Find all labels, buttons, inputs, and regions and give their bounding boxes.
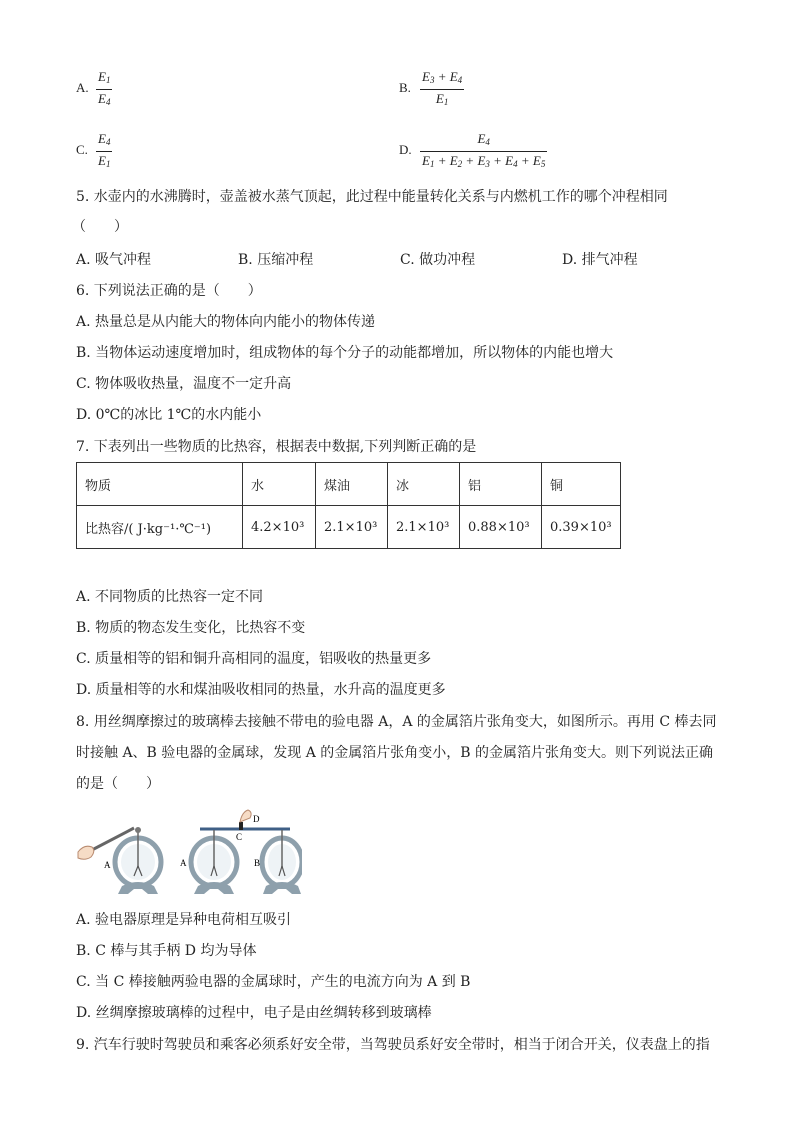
table-header-cell: 冰 <box>388 463 460 506</box>
denominator: $E_1$ <box>435 91 449 107</box>
table-header-cell: 铜 <box>542 463 621 506</box>
label-b: B <box>254 858 261 868</box>
numerator: $E_3 + E_4$ <box>422 69 463 85</box>
label-a1: A <box>104 860 111 870</box>
table-cell: 0.88×10³ <box>460 506 542 549</box>
specific-heat-table <box>76 462 621 549</box>
q8-option-c: C. 当 C 棒接触两验电器的金属球时，产生的电流方向为 A 到 B <box>76 974 471 990</box>
denominator: $E_1 + E_2 + E_3 + E_4 + E_5$ <box>422 153 546 169</box>
q8-stem-line-3: 的是（ ） <box>76 776 160 792</box>
q7-option-b: B. 物质的物态发生变化，比热容不变 <box>76 620 306 636</box>
table-cell: 2.1×10³ <box>388 506 460 549</box>
q8-stem-line-1: 8. 用丝绸摩擦过的玻璃棒去接触不带电的验电器 A，A 的金属箔片张角变大，如图所示。再用 C 棒去同 <box>76 714 717 730</box>
q7-option-d: D. 质量相等的水和煤油吸收相同的热量，水升高的温度更多 <box>76 682 446 698</box>
fraction <box>420 68 464 111</box>
denominator: $E_1$ <box>98 153 111 169</box>
q8-option-d: D. 丝绸摩擦玻璃棒的过程中，电子是由丝绸转移到玻璃棒 <box>76 1005 432 1021</box>
q8-option-a: A. 验电器原理是异种电荷相互吸引 <box>76 912 292 928</box>
table-row <box>77 463 621 506</box>
option-label: B. <box>399 80 411 95</box>
q5-paren: （ ） <box>72 219 128 235</box>
q7-option-c: C. 质量相等的铝和铜升高相同的温度，铝吸收的热量更多 <box>76 651 432 667</box>
option-label: D. <box>399 142 412 157</box>
table-cell: 0.39×10³ <box>542 506 621 549</box>
table-row <box>77 506 621 549</box>
q5-option-d: D. 排气冲程 <box>562 252 638 268</box>
q6-stem: 6. 下列说法正确的是（ ） <box>76 283 262 299</box>
q6-option-c: C. 物体吸收热量，温度不一定升高 <box>76 376 292 392</box>
table-row-label: 比热容/( J·kg⁻¹·℃⁻¹) <box>77 506 243 549</box>
electroscope-a <box>115 827 161 894</box>
label-a2: A <box>180 858 187 868</box>
option-label: A. <box>76 80 89 95</box>
electroscope-figure <box>72 806 302 898</box>
q5-option-c: C. 做功冲程 <box>400 252 476 268</box>
numerator: $E_4$ <box>98 131 111 147</box>
electroscope-b <box>262 830 302 894</box>
q9-stem: 9. 汽车行驶时驾驶员和乘客必须系好安全带，当驾驶员系好安全带时，相当于闭合开关，仪表盘上的指 <box>76 1037 710 1053</box>
q6-option-d: D. 0℃的冰比 1℃的水内能小 <box>76 407 262 423</box>
q7-option-a: A. 不同物质的比热容一定不同 <box>76 589 264 605</box>
q7-stem: 7. 下表列出一些物质的比热容，根据表中数据,下列判断正确的是 <box>76 439 477 455</box>
q8-stem-line-2: 时接触 A、B 验电器的金属球，发现 A 的金属箔片张角变小，B 的金属箔片张角变大。则下列说法正确 <box>76 745 714 761</box>
table-header-cell: 铝 <box>460 463 542 506</box>
q6-option-a: A. 热量总是从内能大的物体向内能小的物体传递 <box>76 314 376 330</box>
fraction <box>96 68 112 111</box>
label-c: C <box>236 832 243 842</box>
electroscope-a-middle <box>191 830 237 894</box>
table-cell: 2.1×10³ <box>316 506 388 549</box>
c-rod <box>200 810 290 830</box>
fraction <box>420 130 547 173</box>
q8-option-b: B. C 棒与其手柄 D 均为导体 <box>76 943 257 959</box>
q6-option-b: B. 当物体运动速度增加时，组成物体的每个分子的动能都增加，所以物体的内能也增大 <box>76 345 614 361</box>
q5-option-a: A. 吸气冲程 <box>76 252 152 268</box>
table-header-cell: 水 <box>243 463 316 506</box>
denominator: $E_4$ <box>98 91 111 107</box>
table-cell: 4.2×10³ <box>243 506 316 549</box>
option-label: C. <box>76 142 88 157</box>
fraction <box>96 130 112 173</box>
table-header-cell: 物质 <box>77 463 243 506</box>
numerator: $E_4$ <box>477 131 490 147</box>
label-d: D <box>253 814 260 824</box>
table-header-cell: 煤油 <box>316 463 388 506</box>
numerator: $E_1$ <box>98 69 111 85</box>
q5-stem: 5. 水壶内的水沸腾时，壶盖被水蒸气顶起，此过程中能量转化关系与内燃机工作的哪个冲程相同 <box>76 189 668 205</box>
q5-option-b: B. 压缩冲程 <box>238 252 314 268</box>
